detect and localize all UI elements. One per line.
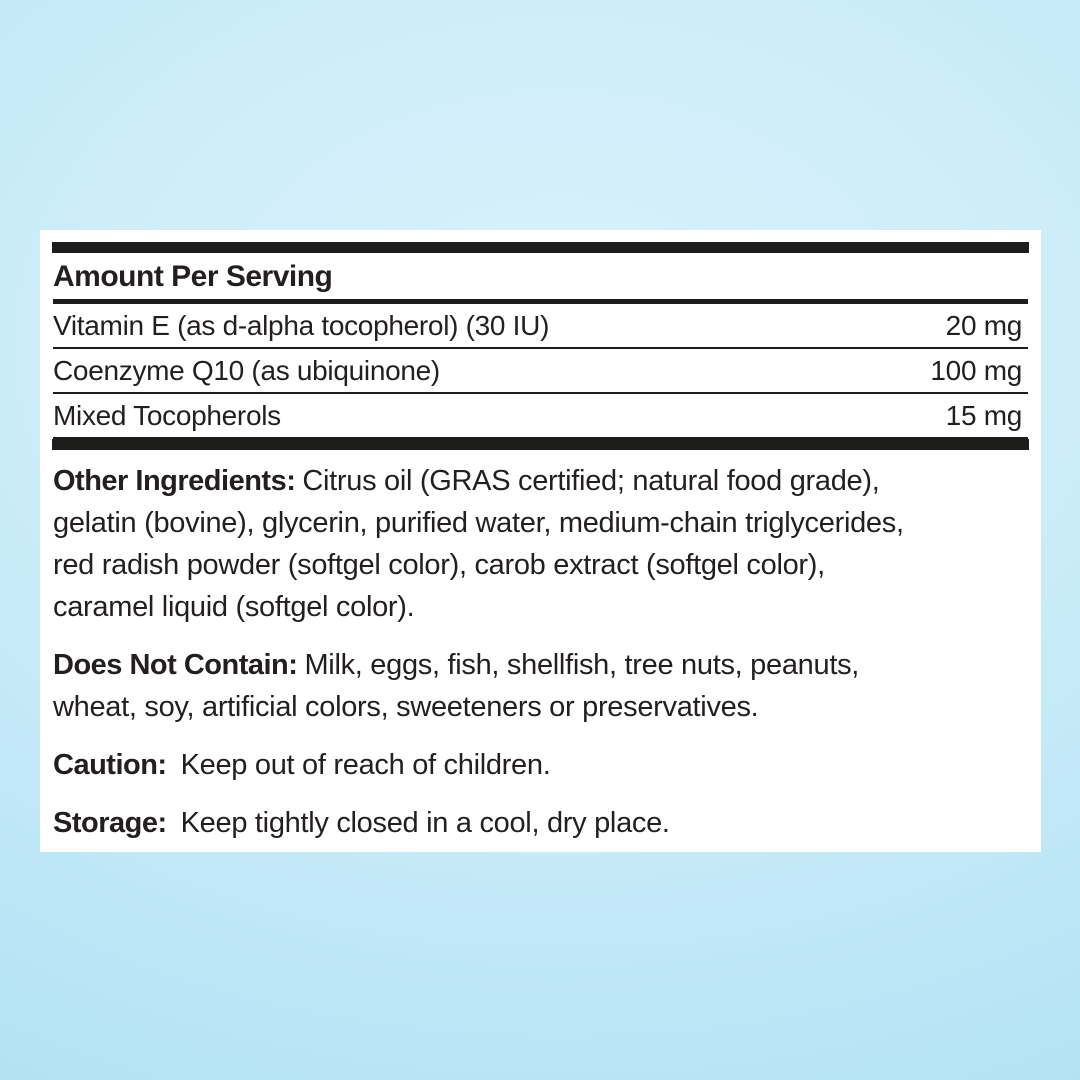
- section-line: [53, 644, 1028, 686]
- section-label: Does Not Contain:: [53, 649, 298, 681]
- section-line: caramel liquid (softgel color).: [53, 591, 415, 623]
- section-line: [53, 744, 1028, 786]
- ingredient-name: Coenzyme Q10 (as ubiquinone): [53, 354, 440, 386]
- table-row: [53, 394, 1028, 439]
- section-line: wheat, soy, artificial colors, sweeteners or preservatives.: [53, 691, 759, 723]
- ingredient-amount: 100 mg: [930, 354, 1022, 386]
- section-text: Keep out of reach of children.: [180, 749, 551, 781]
- bottom-divider-bar: [52, 439, 1029, 450]
- section-line: [53, 802, 1028, 844]
- does-not-contain-section: [53, 644, 1028, 728]
- supplement-facts-panel: [40, 230, 1041, 852]
- section-label: Storage:: [53, 807, 167, 839]
- ingredient-amount: 20 mg: [945, 309, 1022, 341]
- top-divider-bar: [52, 242, 1029, 253]
- section-text: Milk, eggs, fish, shellfish, tree nuts, peanuts,: [304, 649, 860, 681]
- amount-per-serving-header: Amount Per Serving: [53, 260, 333, 293]
- section-text: Keep tightly closed in a cool, dry place.: [180, 807, 670, 839]
- ingredient-name: Vitamin E (as d-alpha tocopherol) (30 IU): [53, 309, 550, 341]
- table-row: [53, 304, 1028, 349]
- caution-section: [53, 744, 1028, 786]
- section-text: Citrus oil (GRAS certified; natural food grade),: [302, 465, 880, 497]
- section-line: [53, 460, 1028, 502]
- storage-section: [53, 802, 1028, 844]
- table-row: [53, 349, 1028, 394]
- ingredient-name: Mixed Tocopherols: [53, 399, 281, 431]
- ingredient-amount: 15 mg: [945, 399, 1022, 431]
- other-ingredients-section: [53, 460, 1028, 628]
- section-label: Caution:: [53, 749, 167, 781]
- section-line: gelatin (bovine), glycerin, purified water, medium-chain triglycerides,: [53, 507, 904, 539]
- section-label: Other Ingredients:: [53, 465, 296, 497]
- section-line: red radish powder (softgel color), carob extract (softgel color),: [53, 549, 825, 581]
